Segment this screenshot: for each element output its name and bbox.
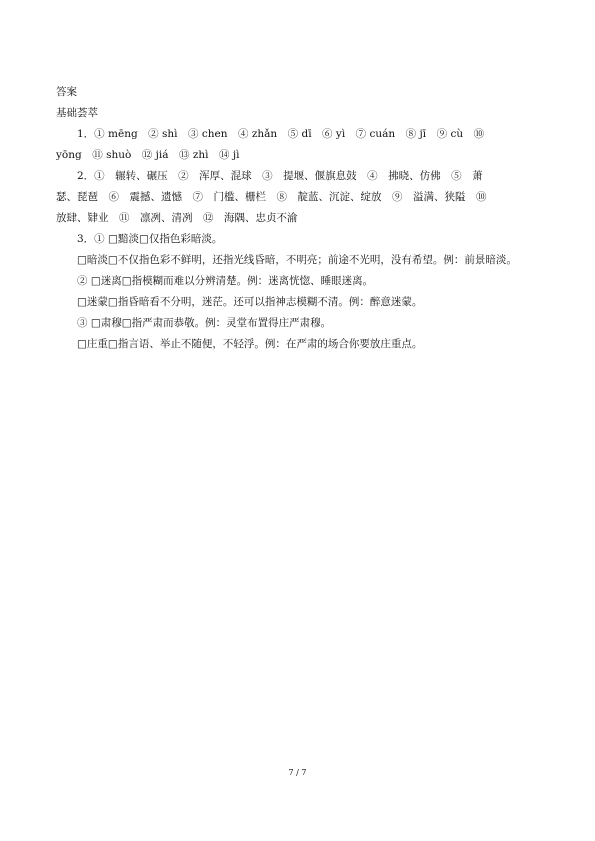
q2-line-1: 2．① 辗转、碾压 ② 浑厚、混球 ③ 提堰、偃旗息鼓 ④ 拂晓、仿佛 ⑤ 萧 bbox=[77, 170, 483, 182]
heading-answer: 答案 bbox=[56, 86, 77, 98]
heading-basics: 基础荟萃 bbox=[56, 107, 98, 119]
q2-line-3: 放肆、肄业 ⑪ 凛冽、清冽 ⑫ 海隅、忠贞不渝 bbox=[56, 212, 298, 224]
page-number: 7 / 7 bbox=[288, 768, 307, 777]
q3-item-3: ③ □肃穆□指严肃而恭敬。例：灵堂布置得庄严肃穆。 bbox=[77, 317, 332, 329]
q3-item-1: 3．① □黯淡□仅指色彩暗淡。 bbox=[77, 233, 223, 245]
q3-item-3-explanation: □庄重□指言语、举止不随便，不轻浮。例：在严肃的场合你要放庄重点。 bbox=[77, 338, 423, 350]
q1-line-1: 1．① mēng ② shì ③ chen ④ zhǎn ⑤ dī ⑥ yì ⑦ cuán ⑧ jī ⑨ cù ⑩ bbox=[77, 128, 485, 140]
q2-line-2: 瑟、琵琶 ⑥ 震撼、遗憾 ⑦ 门槛、栅栏 ⑧ 靛蓝、沉淀、绽放 ⑨ 溢满、狭隘 ⑩ bbox=[56, 191, 487, 203]
q3-item-2-explanation: □迷蒙□指昏暗看不分明，迷茫。还可以指神志模糊不清。例：醉意迷蒙。 bbox=[77, 296, 423, 308]
q1-line-2: yōng ⑪ shuò ⑫ jiá ⑬ zhì ⑭ jì bbox=[56, 149, 240, 161]
q3-item-1-explanation: □暗淡□不仅指色彩不鲜明，还指光线昏暗，不明亮；前途不光明，没有希望。例：前景暗淡。 bbox=[77, 254, 517, 266]
q3-item-2: ② □迷离□指模糊而难以分辨清楚。例：迷离恍惚、睡眼迷离。 bbox=[77, 275, 374, 287]
answer-content bbox=[56, 82, 540, 355]
